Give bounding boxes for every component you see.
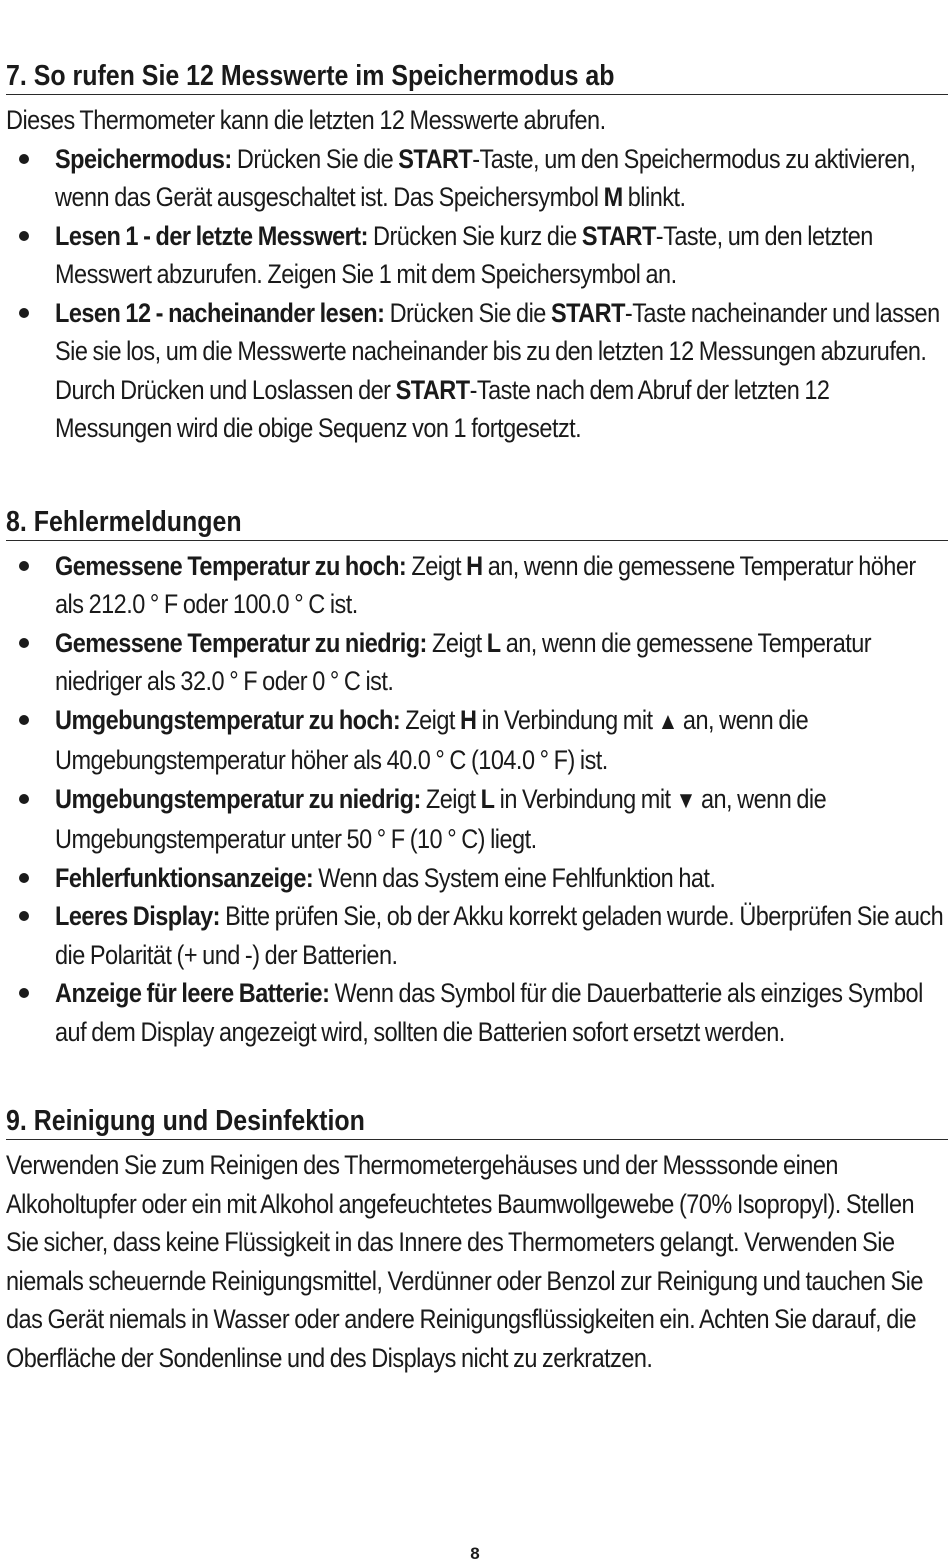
list-item bbox=[6, 217, 948, 294]
document-page bbox=[6, 58, 948, 1377]
text-run: an, wenn die Umgebungstemperatur höher als 40.0 ° C (104.0 ° F) ist. bbox=[55, 704, 809, 775]
bold-text: Fehlerfunktionsanzeige: bbox=[55, 862, 314, 893]
list-item bbox=[6, 974, 948, 1051]
list-item-text bbox=[55, 624, 948, 701]
bullet-icon bbox=[19, 911, 29, 921]
text-run: an, wenn die gemessene Temperatur höher als 212.0 ° F oder 100.0 ° C ist. bbox=[55, 550, 916, 619]
section-cleaning bbox=[6, 1103, 948, 1377]
bold-text: Anzeige für leere Batterie: bbox=[55, 978, 330, 1008]
bold-text: START bbox=[395, 374, 470, 405]
text-run: Drücken Sie kurz die bbox=[367, 220, 582, 251]
bullet-icon bbox=[19, 873, 29, 883]
bullet-icon bbox=[19, 154, 29, 164]
section-error-messages bbox=[6, 504, 948, 1052]
section-divider bbox=[6, 94, 948, 95]
list-item-text bbox=[55, 859, 948, 898]
text-run: Drücken Sie die bbox=[231, 143, 399, 174]
section-body: Verwenden Sie zum Reinigen des Thermometergehäuses und der Messsonde einen Alkoholtupfer oder ein mit Alkohol angefeuchtetes Baumwollgewebe (70% Isopropyl). Stellen Sie sicher, dass keine Flüssigkeit in das Innere des Thermometers gelangt. Verwenden Sie niemals scheuernde Reinigungsmittel, Verdünner oder Benzol zur Reinigung und tauchen Sie das Gerät niemals in Wasser oder andere Reinigungsflüssigkeiten ein. Achten Sie darauf, die Oberfläche der Sondenlinse und des Displays nicht zu zerkratzen. bbox=[6, 1150, 923, 1373]
section-title: 8. Fehlermeldungen bbox=[6, 505, 242, 538]
bold-text: H bbox=[460, 704, 477, 735]
bold-text: H bbox=[466, 550, 483, 581]
section-intro: Dieses Thermometer kann die letzten 12 Messwerte abrufen. bbox=[6, 105, 606, 135]
bold-text: Gemessene Temperatur zu niedrig: bbox=[55, 627, 427, 658]
bullet-icon bbox=[19, 794, 29, 804]
text-run: blinkt. bbox=[622, 182, 686, 212]
bold-text: Lesen 1 - der letzte Messwert: bbox=[55, 220, 368, 251]
text-run: Wenn das System eine Fehlfunktion hat. bbox=[313, 862, 716, 893]
bold-text: Umgebungstemperatur zu hoch: bbox=[55, 704, 401, 735]
bullet-icon bbox=[19, 561, 29, 571]
section-divider bbox=[6, 540, 948, 541]
section-divider bbox=[6, 1139, 948, 1140]
list-item bbox=[6, 701, 948, 780]
section-memory-mode bbox=[6, 58, 948, 448]
text-run: Drücken Sie die bbox=[384, 297, 551, 328]
list-item bbox=[6, 140, 948, 217]
text-run: -Taste, um den Speichermodus zu aktivieren, wenn das Gerät ausgeschaltet ist. Das Speichersymbol bbox=[55, 143, 916, 212]
bold-text: Speichermodus: bbox=[55, 143, 232, 174]
bold-text: START bbox=[398, 143, 473, 174]
list-item-text bbox=[55, 294, 948, 448]
text-run: Zeigt bbox=[400, 704, 461, 735]
up-triangle-icon: ▲ bbox=[657, 707, 678, 735]
down-triangle-icon: ▼ bbox=[675, 786, 696, 814]
list-item-text bbox=[55, 701, 948, 780]
bullet-list bbox=[6, 547, 948, 1052]
bold-text: Umgebungstemperatur zu niedrig: bbox=[55, 783, 421, 814]
text-run: -Taste nacheinander und lassen Sie sie los, um die Messwerte nacheinander bis zu den letzten 12 Messungen abzurufen. Durch Drücken und Loslassen der bbox=[55, 297, 940, 405]
bullet-icon bbox=[19, 308, 29, 318]
section-title: 7. So rufen Sie 12 Messwerte im Speichermodus ab bbox=[6, 60, 615, 92]
text-run: an, wenn die Umgebungstemperatur unter 50 ° F (10 ° C) liegt. bbox=[55, 783, 827, 854]
text-run: in Verbindung mit bbox=[494, 783, 676, 814]
bold-text: L bbox=[486, 627, 501, 658]
bold-text: L bbox=[480, 783, 495, 814]
text-run: an, wenn die gemessene Temperatur niedriger als 32.0 ° F oder 0 ° C ist. bbox=[55, 627, 872, 696]
list-item bbox=[6, 624, 948, 701]
bullet-icon bbox=[19, 638, 29, 648]
bullet-list bbox=[6, 140, 948, 448]
list-item bbox=[6, 547, 948, 624]
bold-text: M bbox=[603, 182, 623, 212]
list-item-text bbox=[55, 897, 948, 974]
list-item-text bbox=[55, 974, 948, 1051]
text-run: in Verbindung mit bbox=[476, 704, 658, 735]
text-run: Wenn das Symbol für die Dauerbatterie als einziges Symbol auf dem Display angezeigt wird, sollten die Batterien sofort ersetzt werden. bbox=[55, 978, 923, 1047]
bold-text: START bbox=[550, 297, 625, 328]
bullet-icon bbox=[19, 988, 29, 998]
text-run: Bitte prüfen Sie, ob der Akku korrekt geladen wurde. Überprüfen Sie auch die Polarität (+ und -) der Batterien. bbox=[55, 901, 944, 970]
bold-text: Leeres Display: bbox=[55, 901, 220, 931]
bold-text: START bbox=[581, 220, 656, 251]
text-run: -Taste, um den letzten Messwert abzurufen. Zeigen Sie 1 mit dem Speichersymbol an. bbox=[55, 220, 873, 289]
list-item bbox=[6, 897, 948, 974]
list-item-text bbox=[55, 140, 948, 217]
text-run: Zeigt bbox=[420, 783, 481, 814]
text-run: -Taste nach dem Abruf der letzten 12 Messungen wird die obige Sequenz von 1 fortgesetzt. bbox=[55, 374, 830, 443]
list-item bbox=[6, 780, 948, 859]
bullet-icon bbox=[19, 715, 29, 725]
page-number: 8 bbox=[470, 1544, 480, 1563]
text-run: Zeigt bbox=[406, 550, 467, 581]
list-item-text bbox=[55, 780, 948, 859]
bullet-icon bbox=[19, 231, 29, 241]
bold-text: Gemessene Temperatur zu hoch: bbox=[55, 550, 407, 581]
list-item bbox=[6, 294, 948, 448]
section-title: 9. Reinigung und Desinfektion bbox=[6, 1105, 365, 1137]
list-item-text bbox=[55, 547, 948, 624]
bold-text: Lesen 12 - nacheinander lesen: bbox=[55, 297, 385, 328]
text-run: Zeigt bbox=[426, 627, 487, 658]
list-item-text bbox=[55, 217, 948, 294]
list-item bbox=[6, 859, 948, 898]
